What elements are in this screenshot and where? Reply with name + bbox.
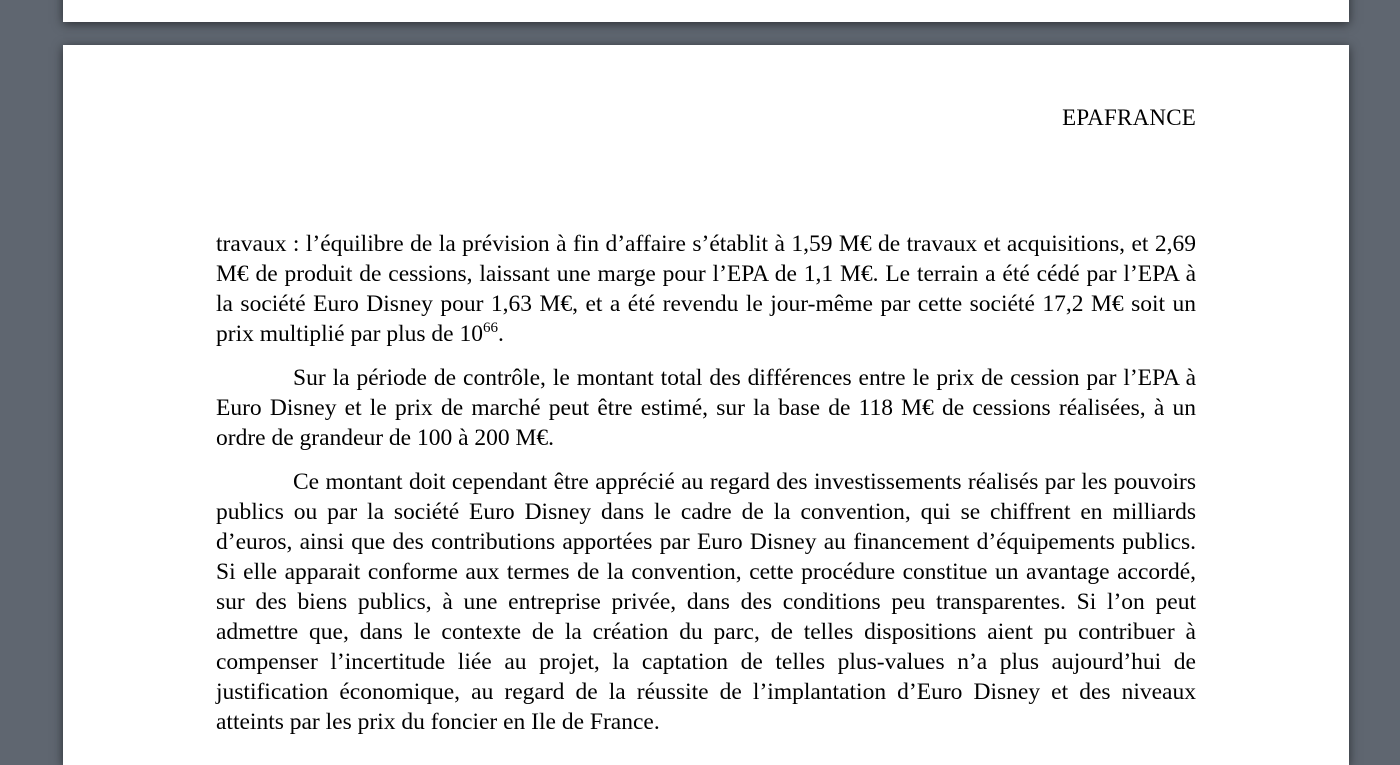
previous-page <box>63 0 1349 22</box>
footnote-ref[interactable]: 66 <box>482 320 498 336</box>
paragraph-1-text: travaux : l’équilibre de la prévision à fin d’affaire s’établit à 1,59 M€ de travaux et acquisitions, et 2,69 M€ de produit de cessions, laissant une marge pour l’EPA de 1,1 M€. Le terrain a été cédé par l’EPA à la société Euro Disney pour 1,63 M€, et a été revendu le jour-même par cette société 17,2 M€ soit un prix multiplié par plus de 10 <box>216 231 1196 347</box>
paragraph-1 <box>216 229 1196 349</box>
page-header: EPAFRANCE <box>1062 105 1196 130</box>
page-body <box>216 229 1196 751</box>
current-page <box>63 45 1349 765</box>
paragraph-3: Ce montant doit cependant être apprécié au regard des investissements réalisés par les pouvoirs publics ou par la société Euro Disney dans le cadre de la convention, qui se chiffrent en milliards d’euros, ainsi que des contributions apportées par Euro Disney au financement d’équipements publics. Si elle apparait conforme aux termes de la convention, cette procédure constitue un avantage accordé, sur des biens publics, à une entreprise privée, dans des conditions peu transparentes. Si l’on peut admettre que, dans le contexte de la création du parc, de telles dispositions aient pu contribuer à compenser l’incertitude liée au projet, la captation de telles plus-values n’a plus aujourd’hui de justification économique, au regard de la réussite de l’implantation d’Euro Disney et des niveaux atteints par les prix du foncier en Ile de France. <box>216 469 1196 735</box>
paragraph-2: Sur la période de contrôle, le montant total des différences entre le prix de cession par l’EPA à Euro Disney et le prix de marché peut être estimé, sur la base de 118 M€ de cessions réalisées, à un ordre de grandeur de 100 à 200 M€. <box>216 365 1196 451</box>
paragraph-1-end: . <box>497 321 504 347</box>
